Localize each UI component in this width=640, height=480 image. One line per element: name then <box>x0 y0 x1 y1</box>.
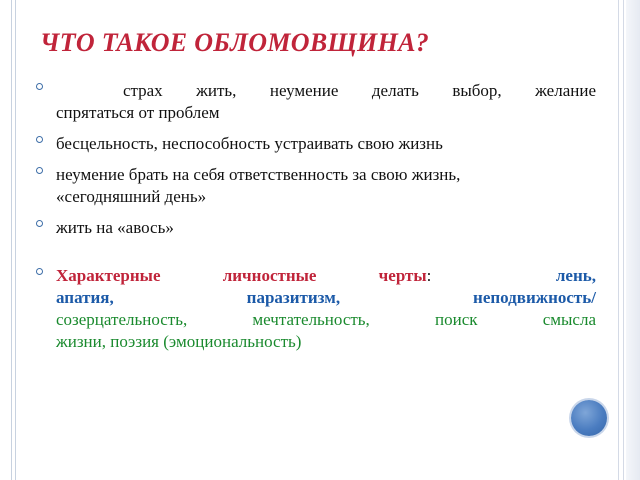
list-item-traits <box>36 265 596 353</box>
left-rule-inner <box>15 0 16 480</box>
list-item-avos <box>36 217 596 239</box>
bullet-icon <box>36 268 43 275</box>
traits-blue-word: лень, <box>555 266 596 285</box>
right-rule-inner <box>618 0 619 480</box>
slide-title: ЧТО ТАКОЕ ОБЛОМОВЩИНА? <box>40 28 430 57</box>
traits-label: Характерные личностные черты <box>56 266 427 285</box>
traits-line-1 <box>56 265 596 287</box>
bullet-icon <box>36 136 43 143</box>
item-line: «сегодняшний день» <box>56 187 207 206</box>
bullet-icon <box>36 83 43 90</box>
bullet-icon <box>36 220 43 227</box>
right-rule-outer <box>623 0 624 480</box>
list-item-aimlessness <box>36 133 596 155</box>
item-line: страх жить, неумение делать выбор, желание <box>56 81 596 100</box>
left-rule-outer <box>11 0 12 480</box>
item-line: спрятаться от проблем <box>56 103 220 122</box>
traits-green-line-2: жизни, поэзия (эмоциональность) <box>56 332 302 351</box>
traits-colon: : <box>426 266 494 285</box>
list-item-fear <box>36 80 596 124</box>
traits-blue-line: апатия, паразитизм, неподвижность/ <box>56 288 596 307</box>
circle-decoration <box>571 400 607 436</box>
item-line: бесцельность, неспособность устраивать свою жизнь <box>56 134 443 153</box>
bullet-list <box>36 80 596 362</box>
bullet-icon <box>36 167 43 174</box>
right-band-decoration <box>626 0 640 480</box>
item-line: жить на «авось» <box>56 218 174 237</box>
list-item-responsibility <box>36 164 596 208</box>
traits-green-line-1: созерцательность, мечтательность, поиск смысла <box>56 310 596 329</box>
item-line: неумение брать на себя ответственность за свою жизнь, <box>56 165 461 184</box>
